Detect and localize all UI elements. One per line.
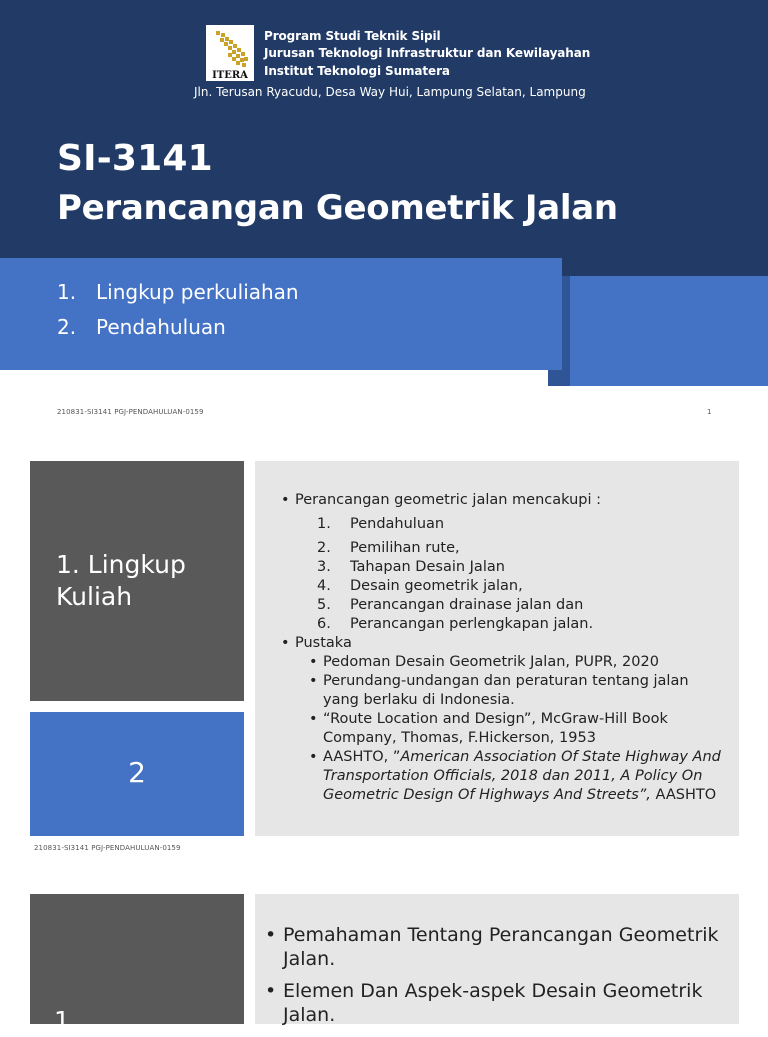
reference-text-continued: Company, Thomas, F.Hickerson, 1953 — [323, 730, 596, 746]
reference-text-italic: American Association Of State Highway And — [400, 749, 721, 765]
topic-number: 3. — [317, 559, 331, 575]
bullet-text: Elemen Dan Aspek-aspek Desain Geometrik — [283, 980, 703, 1002]
agenda-item — [57, 315, 226, 339]
section-title-line: 1. Lingkup — [56, 550, 186, 579]
content-panel — [255, 461, 739, 836]
reference-text: AASHTO, ” — [323, 749, 401, 765]
accent-block-fold-bottom — [548, 370, 570, 386]
institute-address: Jln. Terusan Ryacudu, Desa Way Hui, Lampung Selatan, Lampung — [194, 85, 586, 99]
bullet-marker: • — [309, 749, 318, 765]
slide-number-box — [30, 712, 244, 836]
topic-number: 4. — [317, 578, 331, 594]
reference-text: Perundang-undangan dan peraturan tentang jalan — [323, 673, 689, 689]
reference-item — [309, 748, 721, 767]
bullet-item — [281, 634, 352, 653]
slide-footer-code: 210831-SI3141 PGJ-PENDAHULUAN-0159 — [57, 408, 204, 416]
slide-number: 2 — [128, 756, 146, 789]
reference-item — [309, 653, 659, 672]
introduction-slide — [0, 870, 768, 1035]
topic-item — [317, 515, 444, 534]
agenda-item — [57, 280, 299, 304]
topic-label: Perancangan perlengkapan jalan. — [350, 616, 594, 632]
pustaka-label: Pustaka — [295, 635, 352, 651]
agenda-label: Pendahuluan — [96, 315, 226, 339]
bullet-marker: • — [265, 980, 277, 1002]
bullet-item — [281, 491, 601, 510]
topic-number: 5. — [317, 597, 331, 613]
bullet-marker: • — [281, 492, 290, 508]
reference-item — [309, 710, 668, 729]
reference-text: “Route Location and Design”, McGraw-Hill Book — [323, 711, 668, 727]
bullet-text: Perancangan geometric jalan mencakupi : — [295, 492, 602, 508]
agenda-label: Lingkup perkuliahan — [96, 280, 299, 304]
agenda-number: 1. — [57, 280, 77, 304]
reference-text: AASHTO — [650, 787, 717, 803]
program-name: Program Studi Teknik Sipil — [264, 29, 441, 43]
topic-number: 1. — [317, 516, 331, 532]
bullet-text-continued: Jalan. — [283, 948, 336, 970]
bullet-marker: • — [281, 635, 290, 651]
reference-text-continued: yang berlaku di Indonesia. — [323, 692, 515, 708]
topic-label: Tahapan Desain Jalan — [350, 559, 505, 575]
topic-label: Pemilihan rute, — [350, 540, 460, 556]
topic-item — [317, 539, 460, 558]
topic-item — [317, 558, 505, 577]
institute-name: Institut Teknologi Sumatera — [264, 64, 450, 78]
bullet-marker: • — [309, 711, 318, 727]
reference-item — [309, 672, 689, 691]
bullet-marker: • — [309, 654, 318, 670]
topic-number: 2. — [317, 540, 331, 556]
agenda-number: 2. — [57, 315, 77, 339]
topic-item — [317, 615, 593, 634]
slide-footer-code: 210831-SI3141 PGJ-PENDAHULUAN-0159 — [34, 844, 181, 852]
logo-wordmark: ITERA — [212, 70, 248, 81]
topic-label: Pendahuluan — [350, 516, 445, 532]
bullet-item — [265, 923, 719, 947]
topic-number: 6. — [317, 616, 331, 632]
course-code: SI-3141 — [57, 138, 213, 179]
bullet-item — [265, 979, 702, 1003]
topic-item — [317, 577, 523, 596]
topic-label: Perancangan drainase jalan dan — [350, 597, 584, 613]
itera-logo — [206, 25, 254, 81]
bullet-marker: • — [309, 673, 318, 689]
reference-text: Pedoman Desain Geometrik Jalan, PUPR, 2020 — [323, 654, 659, 670]
section-title-box — [30, 894, 244, 1035]
header-background-extension — [562, 258, 768, 276]
topic-label: Desain geometrik jalan, — [350, 578, 523, 594]
course-title: Perancangan Geometrik Jalan — [57, 188, 618, 228]
section-title-line: Kuliah — [56, 582, 133, 611]
agenda-band — [0, 258, 562, 370]
accent-block-right — [570, 276, 768, 386]
section-title-box — [30, 461, 244, 701]
bullet-text-continued: Jalan. — [283, 1004, 336, 1026]
bullet-marker: • — [265, 924, 277, 946]
department-name: Jurusan Teknologi Infrastruktur dan Kewilayahan — [264, 46, 591, 60]
content-panel — [255, 894, 739, 1024]
bullet-text: Pemahaman Tentang Perancangan Geometrik — [283, 924, 719, 946]
title-slide — [0, 0, 768, 440]
reference-text-continued — [323, 786, 716, 805]
slide-page-number: 1 — [707, 408, 712, 416]
reference-text-italic: Transportation Officials, 2018 dan 2011, A Policy On — [323, 768, 703, 784]
topic-item — [317, 596, 583, 615]
reference-text-italic: Geometric Design Of Highways And Streets”, — [323, 787, 651, 803]
section-title-line: 1. — [54, 1006, 78, 1035]
scope-slide — [0, 440, 768, 870]
